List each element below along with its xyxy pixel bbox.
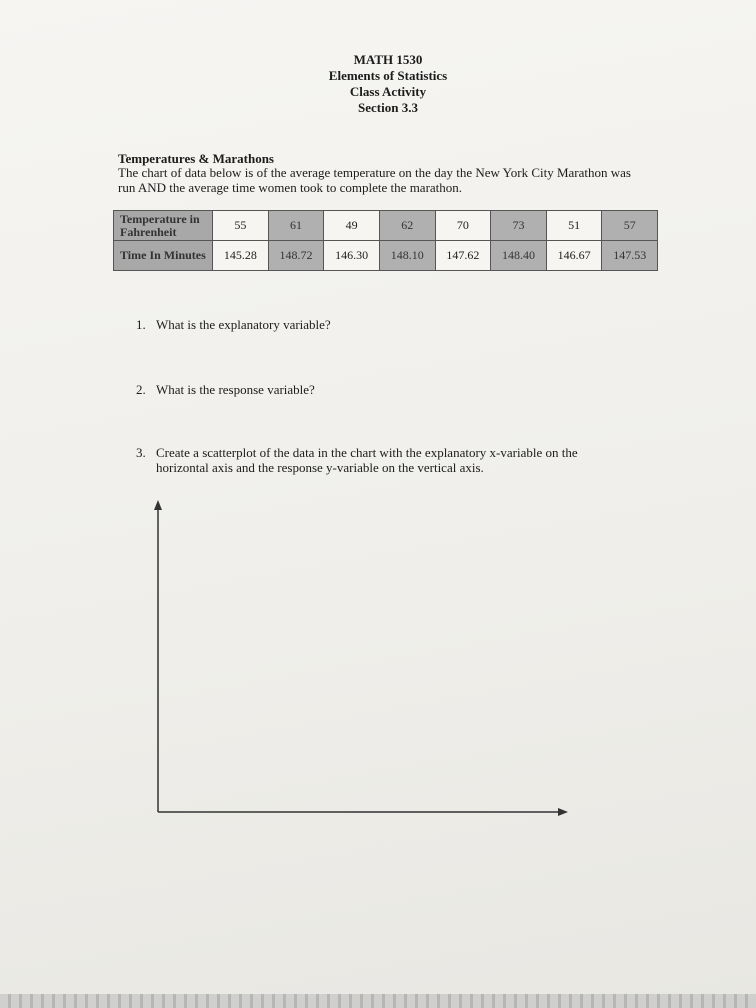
temperature-row-label: Temperature in Fahrenheit: [114, 211, 213, 241]
question-2-text: What is the response variable?: [156, 382, 315, 397]
temperature-cell: 57: [602, 211, 658, 241]
x-axis-arrow-icon: [558, 808, 568, 816]
question-1-text: What is the explanatory variable?: [156, 317, 331, 332]
temperature-cell: 55: [213, 211, 269, 241]
question-3-number: 3.: [136, 445, 146, 460]
section-label: Section 3.3: [358, 100, 418, 115]
course-title: MATH 1530: [353, 52, 423, 67]
time-cell: 148.72: [268, 241, 324, 271]
topic-intro: The chart of data below is of the average temperature on the day the New York City Marathon was run AND the average time women took to complete the marathon.: [118, 165, 631, 195]
y-axis-arrow-icon: [154, 500, 162, 510]
activity-label: Class Activity: [349, 84, 427, 99]
question-3-text-line1: Create a scatterplot of the data in the chart with the explanatory x-variable on the: [156, 445, 578, 460]
course-subtitle: Elements of Statistics: [328, 68, 448, 83]
temperature-cell: 61: [268, 211, 324, 241]
temperature-cell: 73: [491, 211, 547, 241]
question-3-text-line2: horizontal axis and the response y-variable on the vertical axis.: [156, 460, 484, 475]
time-cell: 146.67: [546, 241, 602, 271]
time-row-label: Time In Minutes: [114, 241, 213, 271]
temperature-cell: 49: [324, 211, 380, 241]
question-2-number: 2.: [136, 382, 146, 397]
time-cell: 148.40: [491, 241, 547, 271]
temperature-cell: 51: [546, 211, 602, 241]
time-cell: 148.10: [379, 241, 435, 271]
question-1-number: 1.: [136, 317, 146, 332]
time-cell: 147.62: [435, 241, 491, 271]
time-cell: 147.53: [602, 241, 658, 271]
topic-title: Temperatures & Marathons: [118, 151, 274, 166]
temperature-cell: 70: [435, 211, 491, 241]
temperature-cell: 62: [379, 211, 435, 241]
time-cell: 146.30: [324, 241, 380, 271]
binder-sleeve-edge: [0, 994, 756, 1008]
time-cell: 145.28: [213, 241, 269, 271]
